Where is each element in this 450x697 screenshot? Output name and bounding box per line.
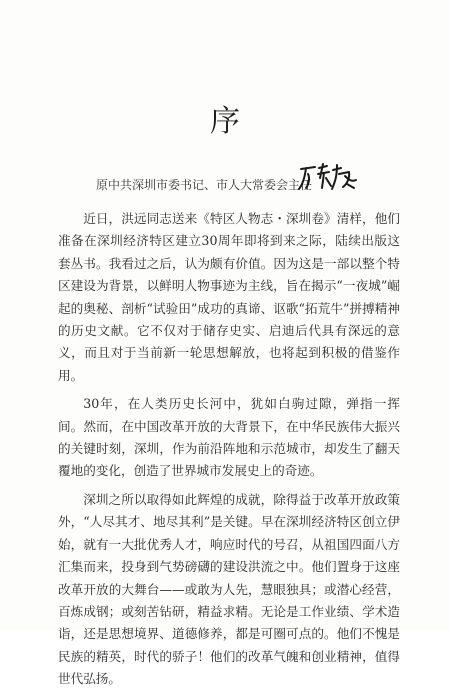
body-paragraph: 深圳之所以取得如此辉煌的成就，除得益于改革开放政策外，“人尽其才、地尽其利”是关键。早在深圳经济特区创立伊始，就有一大批优秀人才，响应时代的号召，从祖国四面八方汇集而来，投身到气势磅礴的建设洪流之中。他们置身于这座改革开放的大舞台——或敢为人先，慧眼独具；或潜心经营，百炼成钢；或刻苦钻研，精益求精。无论是工作业绩、学术造诣，还是思想境界、道德修养，都是可圈可点的。他们不愧是民族的精英，时代的骄子！他们的改革气魄和创业精神，值得世代弘扬。 (58, 491, 400, 687)
author-byline: 原中共深圳市委书记、市人大常委会主任 (96, 178, 313, 192)
page-title: 序 (210, 104, 240, 139)
body-paragraph: 30年，在人类历史长河中，犹如白驹过隙，弹指一挥间。然而，在中国改革开放的大背景下，在中华民族伟大振兴的关键时刻，深圳，作为前沿阵地和示范城市，却发生了翻天覆地的变化，创造了世界城市发展史上的奇迹。 (58, 396, 400, 479)
handwritten-signature (297, 162, 359, 192)
preface-body (58, 208, 400, 697)
body-paragraph: 近日，洪远同志送来《特区人物志・深圳卷》清样，他们准备在深圳经济特区建立30周年即将到来之际，陆续出版这套丛书。我看过之后，认为颇有价值。因为这是一部以整个特区建设为背景，以鲜明人物事迹为主线，旨在揭示“一夜城”崛起的奥秘、剖析“试验田”成功的真谛、讴歌“拓荒牛”拼搏精神的历史文献。它不仅对于储存史实、启迪后代具有深远的意义，而且对于当前新一轮思想解放，也将起到积极的借鉴作用。 (58, 211, 400, 383)
